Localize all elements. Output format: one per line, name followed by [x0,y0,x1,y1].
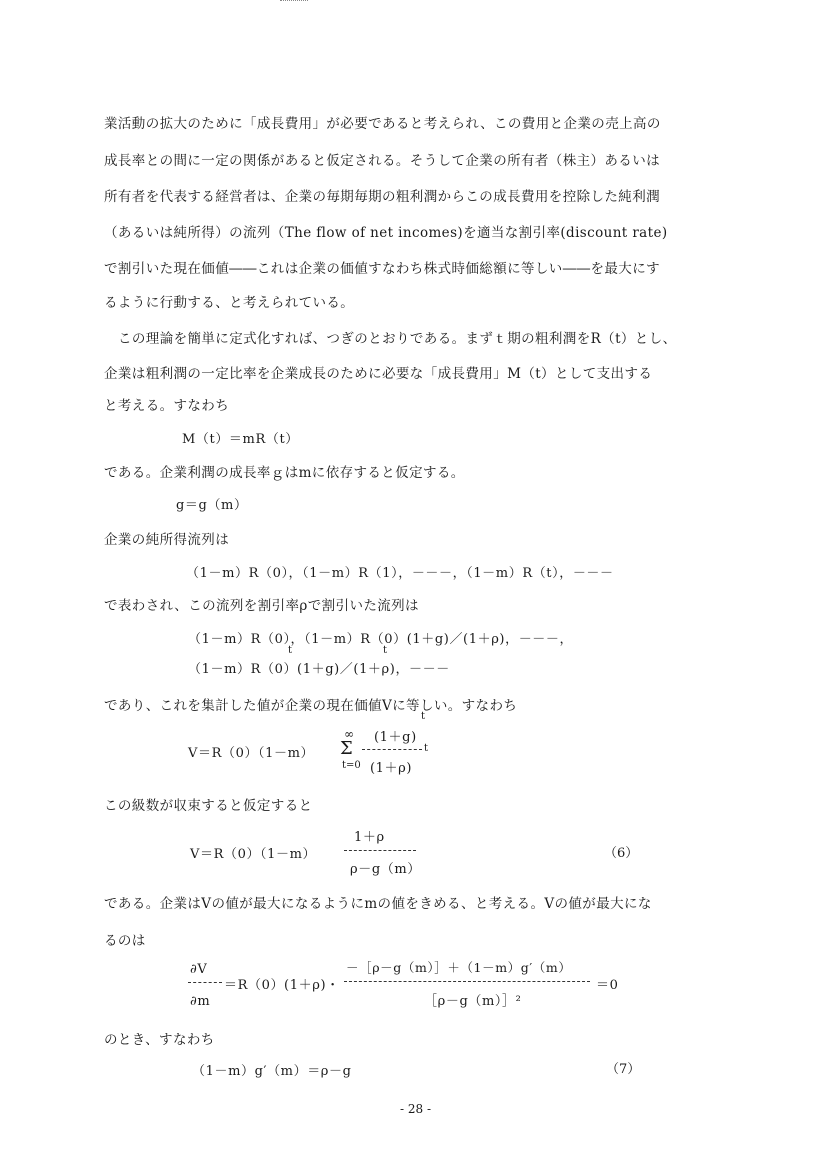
fraction-denominator: ρ－g（m） [350,862,421,877]
equation-6-lhs: V＝R（0）（1－m） [190,847,317,862]
fraction-bar [344,850,416,851]
paragraph-line: である。企業はVの値が最大になるようにmの値をきめる、と考える。Vの値が最大にな [104,896,652,912]
paragraph-line: 所有者を代表する経営者は、企業の毎期毎期の粗利潤からこの成長費用を控除した純利潤 [104,189,660,205]
superscript-t: t [421,711,426,722]
equation-v-lhs: V＝R（0）（1－m） [188,746,315,761]
derivative-numerator: ∂V [190,962,208,977]
fraction-numerator: 1＋ρ [354,830,385,845]
superscript-t: t [383,645,388,656]
fraction-numerator: －［ρ－g（m）］＋（1－m）g′（m） [346,960,572,975]
paragraph-line: この級数が収束すると仮定すると [104,798,313,814]
paragraph-line: （あるいは純所得）の流列（The flow of net incomes)を適当な割引率(discount rate) [104,225,668,241]
paragraph-line: のとき、すなわち [104,1032,215,1048]
equation-income-flow: （1－m）R（0），（1－m）R（1），－－－，（1－m）R（t），－－－ [186,566,614,581]
equation-g: g＝g（m） [176,498,248,513]
paragraph-line: と考える。すなわち [104,398,230,414]
scan-mark [280,0,308,3]
derivative-rhs: ＝0 [596,978,619,993]
equation-mt: M（t）＝mR（t） [182,432,299,447]
sigma-upper-limit: ∞ [344,727,354,741]
paragraph-line: 企業は粗利潤の一定比率を企業成長のために必要な「成長費用」M（t）として支出する [104,366,653,382]
paragraph-line: 業活動の拡大のために「成長費用」が必要であると考えられ、この費用と企業の売上高の [104,116,661,132]
equation-discounted-flow-1: （1－m）R（0），（1－m）R（0）(1＋g)／(1＋ρ)，－－－， [188,632,574,647]
superscript-t: t [424,743,429,754]
fraction-bar [362,749,422,750]
fraction-bar [188,982,222,983]
fraction-denominator: ［ρ－g（m）］² [424,994,522,1009]
paragraph-line: で割引いた現在価値――これは企業の価値すなわち株式時価総額に等しい――を最大にす [104,261,660,277]
derivative-middle: ＝R（0）(1＋ρ)・ [224,978,340,993]
equation-discounted-flow-2: （1－m）R（0）(1＋g)／(1＋ρ)，－－－ [188,662,450,677]
paragraph-line: るのは [104,933,146,949]
paragraph-line: であり、これを集計した値が企業の現在価値Vに等しい。すなわち [104,698,518,714]
derivative-denominator: ∂m [190,994,211,1009]
equation-6-label: （6） [604,846,639,861]
superscript-t: t [288,645,293,656]
paragraph-line: るように行動する、と考えられている。 [104,295,355,311]
paragraph-line: で表わされ、この流列を割引率ρで割引いた流列は [104,598,419,614]
paragraph-line: 成長率との間に一定の関係があると仮定される。そうして企業の所有者（株主）あるいは [104,153,660,169]
paragraph-line: この理論を簡単に定式化すれば、つぎのとおりである。まずｔ期の粗利潤をR（t）とし、 [118,331,677,347]
fraction-numerator: (1＋g) [374,730,417,745]
fraction-denominator: (1＋ρ) [370,761,413,776]
paragraph-line: 企業の純所得流列は [104,532,230,548]
paragraph-line: である。企業利潤の成長率ｇはmに依存すると仮定する。 [104,465,465,481]
page-number: - 28 - [400,1102,432,1116]
sigma-symbol: Σ [340,738,354,759]
fraction-bar [344,981,590,982]
equation-7-label: （7） [606,1062,641,1077]
equation-7: （1－m）g′（m）＝ρ－g [192,1064,352,1079]
sigma-lower-limit: t=0 [342,760,361,771]
